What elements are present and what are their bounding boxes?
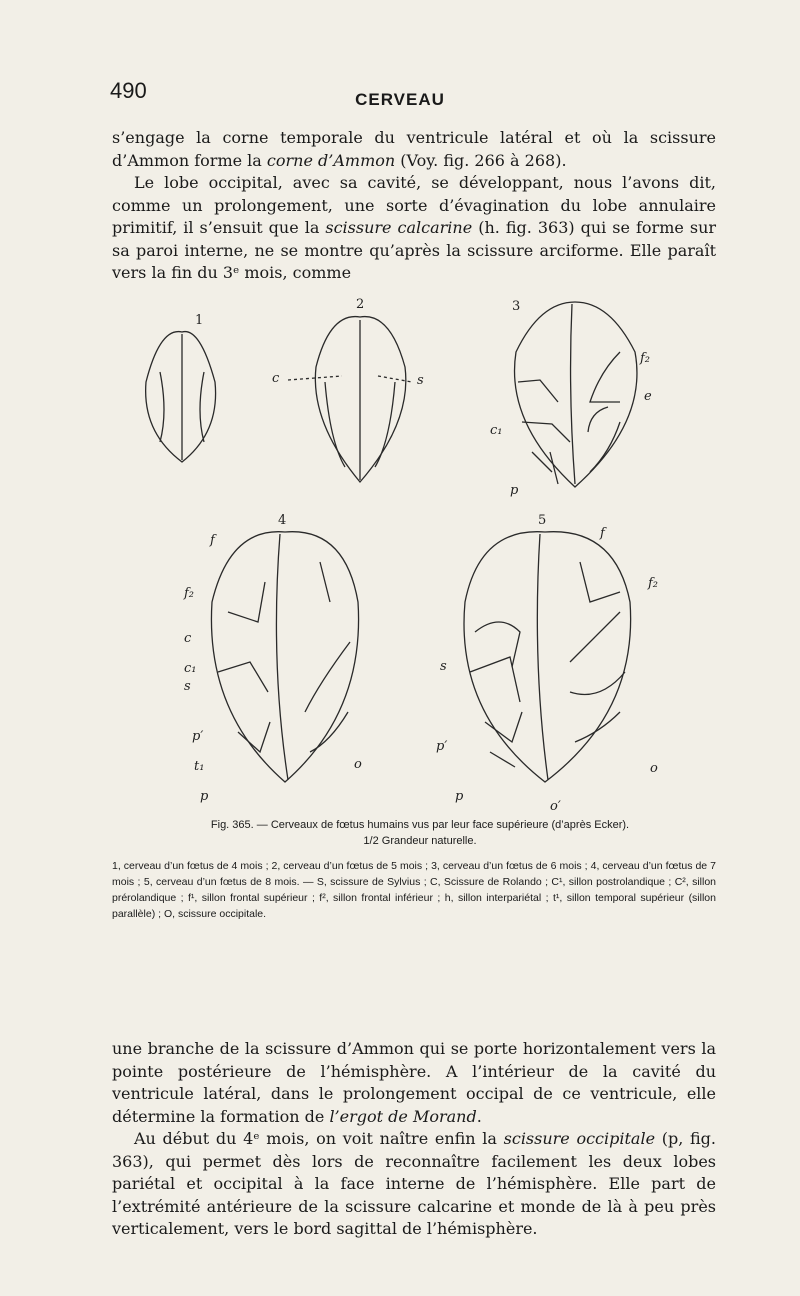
fig-number-1: 1 bbox=[195, 313, 204, 328]
page-number: 490 bbox=[110, 78, 147, 103]
label-f2-b: f₂ bbox=[184, 586, 195, 601]
label-o: o bbox=[354, 757, 362, 772]
paragraph-1 bbox=[112, 127, 716, 285]
figure-brains bbox=[120, 297, 720, 814]
fig-number-2: 2 bbox=[356, 297, 365, 312]
p1-emphasis: corne d’Ammon bbox=[266, 150, 396, 170]
p4-emphasis: scissure occipitale bbox=[503, 1129, 656, 1148]
p4-text-a: Au début du 4ᵉ mois, on voit naître enfin la bbox=[134, 1129, 504, 1148]
brain-2 bbox=[288, 317, 412, 482]
label-p-c: p bbox=[455, 789, 464, 804]
p3-emphasis: l’ergot de Morand bbox=[329, 1106, 477, 1126]
fig-number-4: 4 bbox=[278, 513, 287, 528]
label-o-b: o bbox=[650, 761, 658, 776]
p2-text-b: (h. fig. 363) qui se forme sur sa paroi interne, ne se montre qu’après la scissure arciforme. Elle paraît vers la fin du 3ᵉ mois, comme bbox=[112, 218, 717, 282]
label-o2: o′ bbox=[550, 799, 561, 814]
label-c-b: c bbox=[184, 631, 192, 646]
label-c: c bbox=[272, 371, 280, 386]
p4-text-b: (p, fig. 363), qui permet dès lors de reconnaître facilement les deux lobes pariétal et occipital à la face interne de l’hémisphère. Elle part de l’extrémité antérieure de la scissure calcarine et monde de là à peu près verticalement, vers le bord sagittal de l’hémisphère. bbox=[112, 1129, 716, 1238]
running-title: CERVEAU bbox=[355, 90, 445, 109]
label-pp-b: p′ bbox=[436, 739, 448, 754]
label-t1: t₁ bbox=[194, 759, 205, 774]
label-s-b: s bbox=[184, 679, 191, 694]
figure-legend: 1, cerveau d’un fœtus de 4 mois ; 2, cerveau d’un fœtus de 5 mois ; 3, cerveau d’un fœtus de 6 mois ; 4, cerveau d’un fœtus de 7 mois ; 5, cerveau d’un fœtus de 8 mois. — S, scissure de Sylvius ; C, Scissure de Rolando ; C¹, sillon postrolandique ; C², sillon prérolandique ; f¹, sillon frontal supérieur ; f², sillon frontal inférieur ; h, sillon interpariétal ; t¹, sillon temporal supérieur (sillon parallèle) ; O, scissure occipitale. bbox=[112, 860, 716, 920]
label-f-b: f bbox=[600, 526, 605, 541]
p1-text-a: s’engage la corne temporale du ventricule latéral et où la scissure d’Ammon forme la bbox=[112, 128, 716, 170]
label-c1: c₁ bbox=[490, 423, 503, 438]
fig-number-5: 5 bbox=[538, 513, 547, 528]
paragraph-2 bbox=[112, 172, 716, 285]
label-f2: f₂ bbox=[640, 351, 651, 366]
brain-4 bbox=[211, 532, 358, 782]
label-pp: p′ bbox=[192, 729, 204, 744]
caption-line-1: Fig. 365. — Cerveaux de fœtus humains vus par leur face supérieure (d’après Ecker). bbox=[210, 819, 630, 831]
p3-text-b: . bbox=[476, 1106, 482, 1126]
label-p: p bbox=[510, 483, 519, 498]
p2-text-a: Le lobe occipital, avec sa cavité, se développant, nous l’avons dit, comme un prolongement, une sorte d’évagination du lobe annulaire primitif, il s’ensuit que la bbox=[112, 173, 716, 237]
figure-drawing bbox=[120, 297, 720, 814]
label-c1-b: c₁ bbox=[184, 661, 197, 676]
fig-number-3: 3 bbox=[512, 299, 521, 314]
brain-1 bbox=[146, 332, 216, 462]
paragraph-3 bbox=[112, 1038, 716, 1241]
paragraph-4 bbox=[112, 1128, 716, 1241]
brain-5 bbox=[464, 532, 631, 782]
label-e: e bbox=[644, 389, 652, 404]
label-p-b: p bbox=[200, 789, 209, 804]
p3-text-a: une branche de la scissure d’Ammon qui se porte horizontalement vers la pointe postérieure de l’hémisphère. A l’intérieur de la cavité du ventricule latéral, dans le prolongement occipal de ce ventricule, elle détermine la formation de bbox=[112, 1039, 716, 1126]
brain-3 bbox=[515, 302, 637, 487]
label-s-c: s bbox=[440, 659, 447, 674]
p2-emphasis: scissure calcarine bbox=[325, 218, 473, 237]
caption-line-2: 1/2 Grandeur naturelle. bbox=[363, 835, 477, 847]
p1-text-b: (Voy. fig. 266 à 268). bbox=[395, 150, 567, 170]
label-s: s bbox=[417, 373, 424, 388]
figure-caption bbox=[140, 817, 700, 849]
label-f2-c: f₂ bbox=[648, 576, 659, 591]
label-f: f bbox=[210, 533, 215, 548]
